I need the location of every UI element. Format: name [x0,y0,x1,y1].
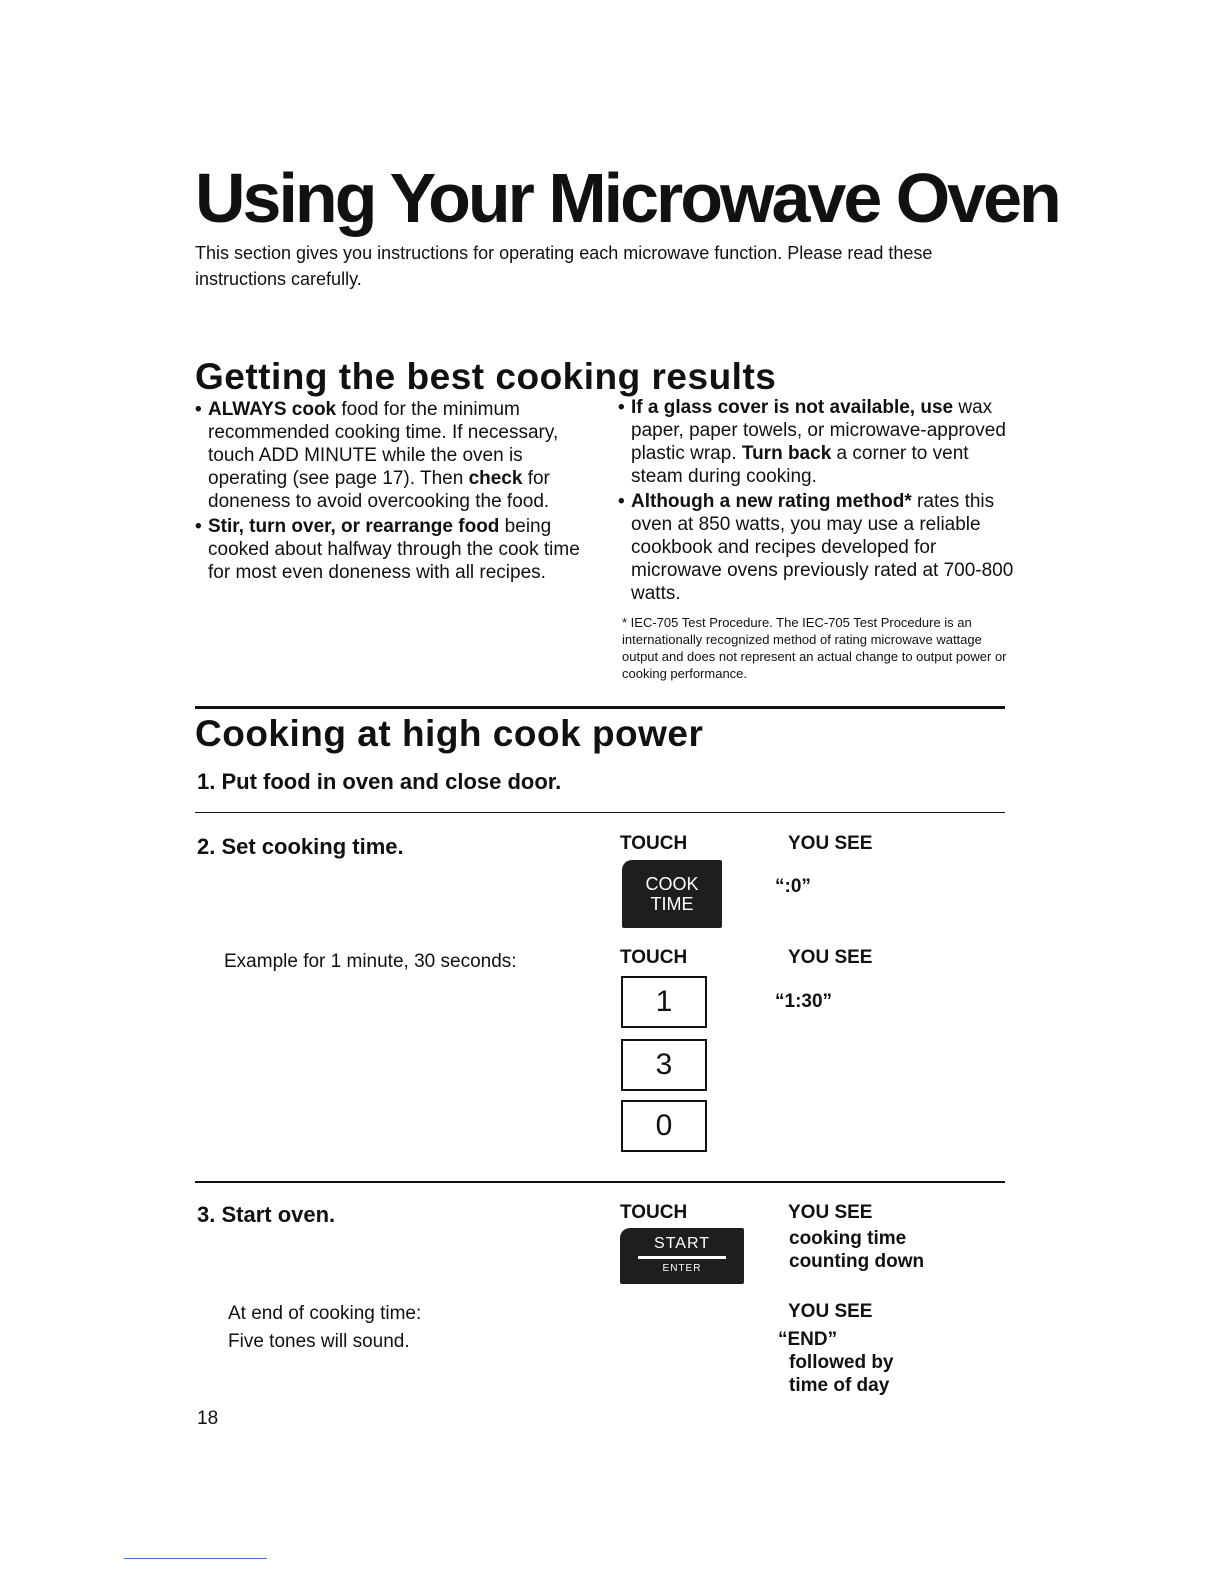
best-results-left-list [195,398,585,586]
display-readout: followed by [789,1352,894,1373]
item-text: food for the minimum recommended cooking time. If necessary, touch ADD MINUTE while the oven is operating (see page 17). Then [208,399,559,489]
key-underline [638,1256,726,1259]
bold-inline: Turn back [741,443,832,464]
display-readout: time of day [789,1375,890,1396]
footnote: * IEC-705 Test Procedure. The IEC-705 Test Procedure is an internationally recognized method of rating microwave wattage output and does not represent an actual change to output power or cooking performance. [622,615,1007,681]
you-see-label: YOU SEE [788,947,873,968]
bold-lead: Although a new rating method* [631,491,912,512]
cook-time-key[interactable] [622,860,722,928]
step-divider [195,1181,1005,1183]
key-label-main: START [654,1235,710,1252]
bottom-rule [124,1558,267,1559]
end-text-line2: Five tones will sound. [228,1331,410,1352]
section-heading-high-power: Cooking at high cook power [195,713,704,754]
item-text: wax paper, paper towels, or microwave-approved plastic wrap. [631,397,1006,464]
section-divider [195,706,1005,709]
touch-label: TOUCH [620,833,688,854]
page-number: 18 [197,1408,219,1429]
example-text: Example for 1 minute, 30 seconds: [224,951,517,972]
display-readout: “:0” [775,876,811,897]
touch-label: TOUCH [620,947,688,968]
you-see-label: YOU SEE [788,1301,873,1322]
item-text: for doneness to avoid overcooking the food. [208,468,550,512]
number-key-0[interactable]: 0 [621,1100,707,1152]
step-3-title: 3. Start oven. [197,1202,336,1227]
item-text: being cooked about halfway through the cook time for most even doneness with all recipes. [208,516,580,583]
key-label-sub: ENTER [662,1263,702,1274]
best-results-right-list [618,396,1018,607]
you-see-label: YOU SEE [788,1202,873,1223]
end-text-line1: At end of cooking time: [228,1303,422,1324]
start-enter-key[interactable] [620,1228,744,1284]
number-key-1[interactable]: 1 [621,976,707,1028]
list-item [618,396,1018,488]
display-readout: “1:30” [775,991,833,1012]
bold-lead: Stir, turn over, or rearrange food [208,516,500,537]
you-see-label: YOU SEE [788,833,873,854]
number-key-3[interactable]: 3 [621,1039,707,1091]
step-2-title: 2. Set cooking time. [197,834,404,859]
touch-label: TOUCH [620,1202,688,1223]
display-readout: cooking time [789,1228,907,1249]
section-heading-best-results: Getting the best cooking results [195,356,777,397]
key-label-line1: COOK [645,874,699,894]
intro-paragraph: This section gives you instructions for operating each microwave function. Please read these instructions carefully. [195,243,933,289]
page-title: Using Your Microwave Oven [195,159,1059,237]
list-item [195,515,585,584]
item-text: a corner to vent steam during cooking. [631,443,969,487]
list-item [195,398,585,513]
bold-inline: check [468,468,523,489]
bold-lead: ALWAYS cook [208,399,337,420]
display-readout: “END” [778,1329,838,1350]
item-text: rates this oven at 850 watts, you may use a reliable cookbook and recipes developed for microwave ovens previously rated at 700-800 watts. [631,491,1014,604]
step-divider [195,812,1005,813]
list-item [618,490,1018,605]
step-1-title: 1. Put food in oven and close door. [197,769,562,794]
key-label-line2: TIME [650,894,694,914]
display-readout: counting down [789,1251,925,1272]
bold-lead: If a glass cover is not available, use [631,397,954,418]
